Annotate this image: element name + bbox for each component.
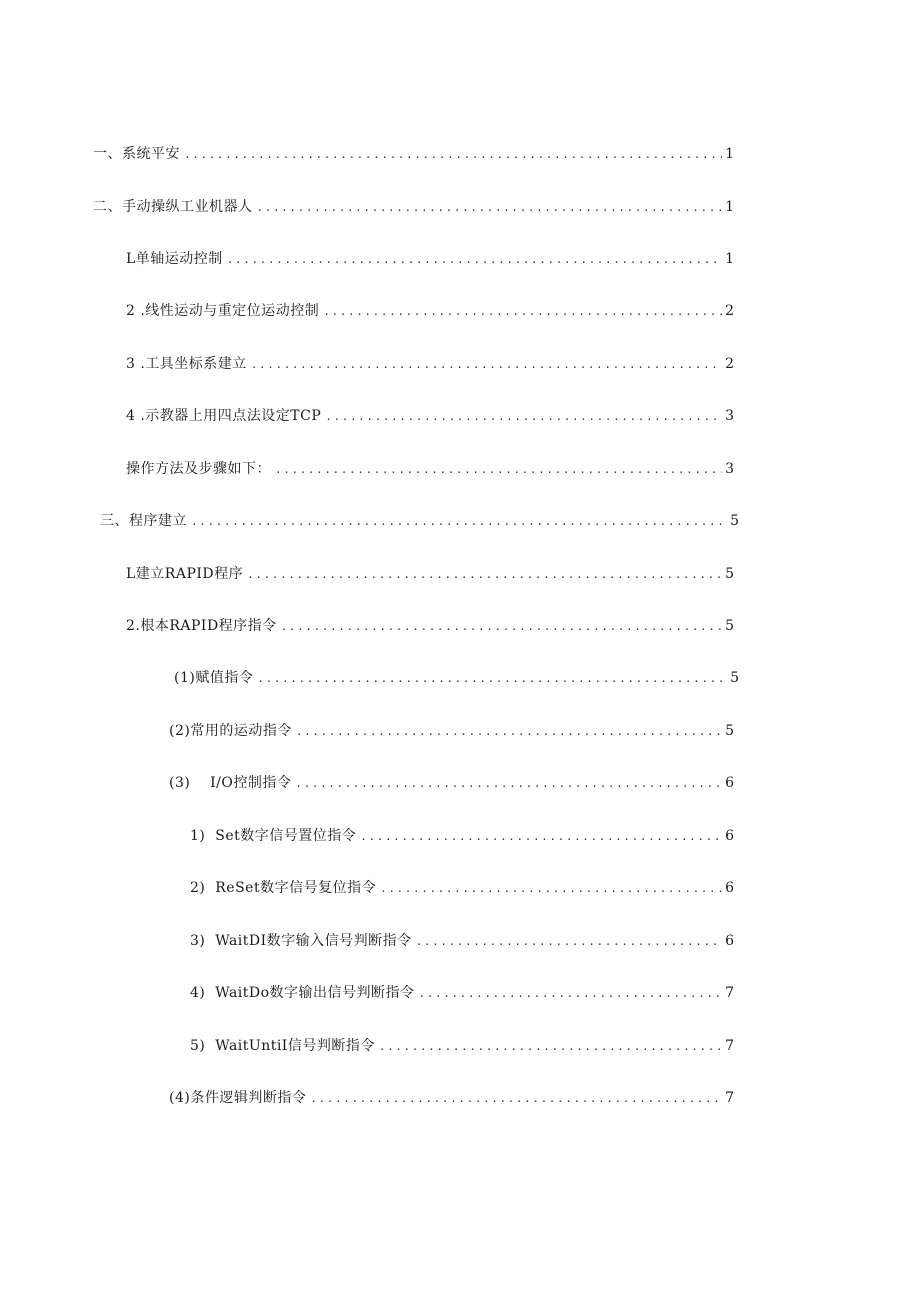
toc-page-number: 5 xyxy=(730,513,739,529)
toc-entry-linear-reorient-control[interactable] xyxy=(126,301,734,322)
toc-entry-waitdi-instruction[interactable] xyxy=(190,931,734,952)
toc-entry-label: 2.根本RAPID程序指令 xyxy=(126,618,277,634)
toc-page-number: 6 xyxy=(725,775,734,791)
dot-leader xyxy=(281,617,722,637)
toc-entry-manual-operation[interactable] xyxy=(93,197,734,218)
dot-leader xyxy=(275,460,722,480)
toc-entry-label: 2) ReSet数字信号复位指令 xyxy=(190,880,377,896)
toc-page-number: 1 xyxy=(725,251,734,267)
toc-page-number: 1 xyxy=(725,199,734,215)
toc-entry-label: 3 .工具坐标系建立 xyxy=(126,356,247,372)
dot-leader xyxy=(360,827,722,847)
dot-leader xyxy=(191,512,727,532)
toc-entry-waitdo-instruction[interactable] xyxy=(190,983,734,1004)
toc-entry-label: (4)条件逻辑判断指令 xyxy=(169,1090,307,1106)
toc-entry-system-safety[interactable] xyxy=(93,144,734,165)
toc-entry-label: 操作方法及步骤如下： xyxy=(126,461,271,477)
toc-page-number: 5 xyxy=(730,670,739,686)
dot-leader xyxy=(380,879,722,899)
dot-leader xyxy=(227,250,722,270)
toc-entry-four-point-tcp[interactable] xyxy=(126,406,734,427)
toc-entry-io-control-instructions[interactable] xyxy=(169,773,734,794)
toc-entry-label: (1)赋值指令 xyxy=(174,670,254,686)
toc-page-number: 7 xyxy=(725,1038,734,1054)
dot-leader xyxy=(310,1089,722,1109)
dot-leader xyxy=(325,407,722,427)
toc-page-number: 2 xyxy=(725,303,734,319)
toc-page-number: 2 xyxy=(725,356,734,372)
dot-leader xyxy=(419,984,722,1004)
toc-entry-label: 一、系统平安 xyxy=(93,146,180,162)
dot-leader xyxy=(323,302,722,322)
toc-page-number: 1 xyxy=(725,146,734,162)
toc-entry-operation-steps[interactable] xyxy=(126,459,734,480)
toc-page-number: 5 xyxy=(725,618,734,634)
dot-leader xyxy=(247,565,722,585)
toc-entry-program-creation[interactable] xyxy=(100,511,739,532)
toc-entry-set-instruction[interactable] xyxy=(190,826,734,847)
toc-entry-label: 三、程序建立 xyxy=(100,513,187,529)
toc-entry-label: 1) Set数字信号置位指令 xyxy=(190,828,357,844)
toc-entry-conditional-logic[interactable] xyxy=(169,1088,734,1109)
toc-entry-single-axis-control[interactable] xyxy=(126,249,734,270)
dot-leader xyxy=(251,355,722,375)
dot-leader xyxy=(379,1037,722,1057)
toc-entry-label: 4 .示教器上用四点法设定TCP xyxy=(126,408,322,424)
toc-entry-label: (3) I/O控制指令 xyxy=(169,775,292,791)
toc-entry-label: 二、手动操纵工业机器人 xyxy=(93,199,253,215)
dot-leader xyxy=(257,198,723,218)
toc-entry-tool-frame[interactable] xyxy=(126,354,734,375)
dot-leader xyxy=(296,722,722,742)
toc-page-number: 7 xyxy=(725,1090,734,1106)
toc-entry-label: 4) WaitDo数字输出信号判断指令 xyxy=(190,985,415,1001)
toc-page-number: 3 xyxy=(725,461,734,477)
toc-entry-reset-instruction[interactable] xyxy=(190,878,734,899)
toc-entry-basic-rapid-instructions[interactable] xyxy=(126,616,734,637)
dot-leader xyxy=(257,669,727,689)
toc-entry-motion-instructions[interactable] xyxy=(169,721,734,742)
toc-entry-assignment-instruction[interactable] xyxy=(174,668,739,689)
toc-entry-create-rapid-program[interactable] xyxy=(126,564,734,585)
toc-page-number: 6 xyxy=(725,880,734,896)
toc-entry-label: 5) WaitUntiI信号判断指令 xyxy=(190,1038,375,1054)
dot-leader xyxy=(184,145,722,165)
toc-page-number: 6 xyxy=(725,828,734,844)
toc-entry-label: L建立RAPID程序 xyxy=(126,566,244,582)
toc-page-number: 5 xyxy=(725,723,734,739)
dot-leader xyxy=(295,774,722,794)
toc-page-number: 7 xyxy=(725,985,734,1001)
toc-entry-label: 2 .线性运动与重定位运动控制 xyxy=(126,303,320,319)
dot-leader xyxy=(416,932,722,952)
toc-page-number: 5 xyxy=(725,566,734,582)
toc-entry-waituntil-instruction[interactable] xyxy=(190,1036,734,1057)
toc-page-number: 3 xyxy=(725,408,734,424)
toc-entry-label: L单轴运动控制 xyxy=(126,251,223,267)
toc-entry-label: (2)常用的运动指令 xyxy=(169,723,292,739)
toc-entry-label: 3) WaitDI数字输入信号判断指令 xyxy=(190,933,412,949)
toc-page-number: 6 xyxy=(725,933,734,949)
